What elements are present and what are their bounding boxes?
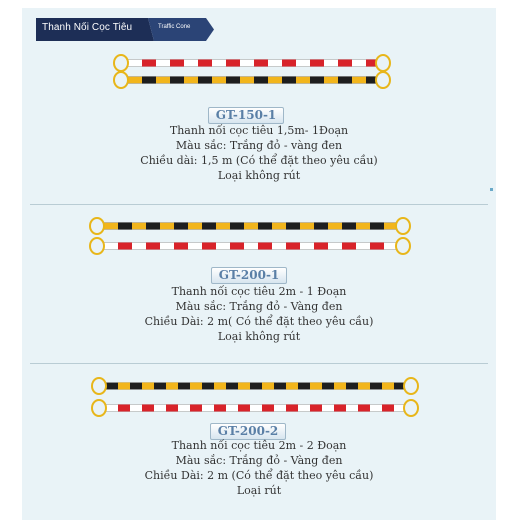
bar-stripe — [226, 60, 240, 67]
bar-stripe — [310, 77, 324, 84]
bar-stripe — [214, 383, 226, 390]
bar-stripe — [238, 383, 250, 390]
bar-stripe — [254, 60, 268, 67]
bar-stripe — [338, 60, 352, 67]
bar-yellow-black — [90, 218, 410, 234]
bar-stripe — [358, 383, 370, 390]
bar-stripe — [370, 243, 384, 250]
bar-stripe — [286, 405, 298, 412]
end-ring — [114, 72, 128, 88]
product-catalog-page — [22, 8, 496, 520]
bar-stripe — [190, 405, 202, 412]
end-ring — [92, 378, 106, 394]
product-code-badge: GT-150-1 — [208, 107, 284, 124]
end-ring — [404, 400, 418, 416]
bar-stripe — [254, 77, 268, 84]
bar-stripe — [370, 223, 384, 230]
bar-stripe — [314, 223, 328, 230]
bar-stripe — [382, 383, 394, 390]
section-divider — [30, 204, 488, 205]
bar-stripe — [334, 383, 346, 390]
product-description — [22, 438, 496, 498]
bar-red-white — [92, 400, 418, 416]
bar-stripe — [342, 243, 356, 250]
bar-stripe — [166, 383, 178, 390]
bar-stripe — [202, 243, 216, 250]
bar-stripe — [366, 77, 376, 84]
end-ring — [376, 72, 390, 88]
bar-stripe — [142, 383, 154, 390]
bar-stripe — [118, 383, 130, 390]
product-type: Loại không rút — [217, 169, 301, 182]
bar-stripe — [198, 60, 212, 67]
bar-yellow-black — [114, 72, 390, 88]
product-name: Thanh nối cọc tiêu 1,5m- 1Đoạn — [169, 124, 349, 137]
product-description — [22, 123, 496, 183]
end-ring — [376, 55, 390, 71]
bar-stripe — [230, 243, 244, 250]
bar-stripe — [214, 405, 226, 412]
bar-stripe — [286, 383, 298, 390]
bar-stripe — [202, 223, 216, 230]
section-divider — [30, 363, 488, 364]
bar-stripe — [174, 243, 188, 250]
product-length: Chiều dài: 1,5 m (Có thể đặt theo yêu cầu) — [140, 154, 378, 167]
product-name: Thanh nối cọc tiêu 2m - 2 Đoạn — [171, 439, 347, 452]
bar-stripe — [310, 60, 324, 67]
bar-stripe — [314, 243, 328, 250]
header-subtitle: Traffic Cone — [158, 24, 191, 30]
bar-stripe — [366, 60, 376, 67]
product-name: Thanh nối cọc tiêu 2m - 1 Đoạn — [171, 285, 347, 298]
end-ring — [114, 55, 128, 71]
bar-stripe — [282, 77, 296, 84]
product-type: Loại rút — [236, 484, 282, 497]
end-ring — [90, 238, 104, 254]
bar-stripe — [142, 77, 156, 84]
bar-red-white — [114, 55, 390, 71]
bar-stripe — [118, 223, 132, 230]
product-code-badge: GT-200-1 — [211, 267, 287, 284]
end-ring — [92, 400, 106, 416]
product-length: Chiều Dài: 2 m (Có thể đặt theo yêu cầu) — [144, 469, 374, 482]
bar-stripe — [166, 405, 178, 412]
bar-stripe — [282, 60, 296, 67]
bar-stripe — [142, 405, 154, 412]
bar-stripe — [310, 405, 322, 412]
header-title: Thanh Nối Cọc Tiêu — [42, 22, 133, 33]
bar-stripe — [146, 243, 160, 250]
bar-stripe — [190, 383, 202, 390]
bar-stripe — [334, 405, 346, 412]
bar-stripe — [170, 60, 184, 67]
end-ring — [396, 238, 410, 254]
bar-stripe — [286, 243, 300, 250]
bar-stripe — [118, 243, 132, 250]
bar-stripe — [258, 243, 272, 250]
bar-stripe — [118, 405, 130, 412]
product-color: Màu sắc: Trắng đỏ - Vàng đen — [175, 300, 343, 313]
product-color: Màu sắc: Trắng đỏ - Vàng đen — [175, 454, 343, 467]
bar-red-white — [90, 238, 410, 254]
bar-stripe — [358, 405, 370, 412]
product-description — [22, 284, 496, 344]
bar-stripe — [342, 223, 356, 230]
bar-stripe — [146, 223, 160, 230]
bar-stripe — [258, 223, 272, 230]
product-type: Loại không rút — [217, 330, 301, 343]
bar-stripe — [262, 383, 274, 390]
bar-stripe — [198, 77, 212, 84]
product-code-badge: GT-200-2 — [210, 423, 286, 440]
bar-stripe — [238, 405, 250, 412]
product-color: Màu sắc: Trắng đỏ - vàng đen — [175, 139, 343, 152]
bar-stripe — [174, 223, 188, 230]
bar-stripe — [338, 77, 352, 84]
bar-stripe — [262, 405, 274, 412]
bar-stripe — [142, 60, 156, 67]
end-ring — [396, 218, 410, 234]
end-ring — [90, 218, 104, 234]
end-ring — [404, 378, 418, 394]
bar-stripe — [382, 405, 394, 412]
bar-yellow-black — [92, 378, 418, 394]
bar-stripe — [310, 383, 322, 390]
bar-stripe — [170, 77, 184, 84]
bar-stripe — [230, 223, 244, 230]
product-length: Chiều Dài: 2 m( Có thể đặt theo yêu cầu) — [144, 315, 374, 328]
bar-stripe — [226, 77, 240, 84]
bar-stripe — [286, 223, 300, 230]
